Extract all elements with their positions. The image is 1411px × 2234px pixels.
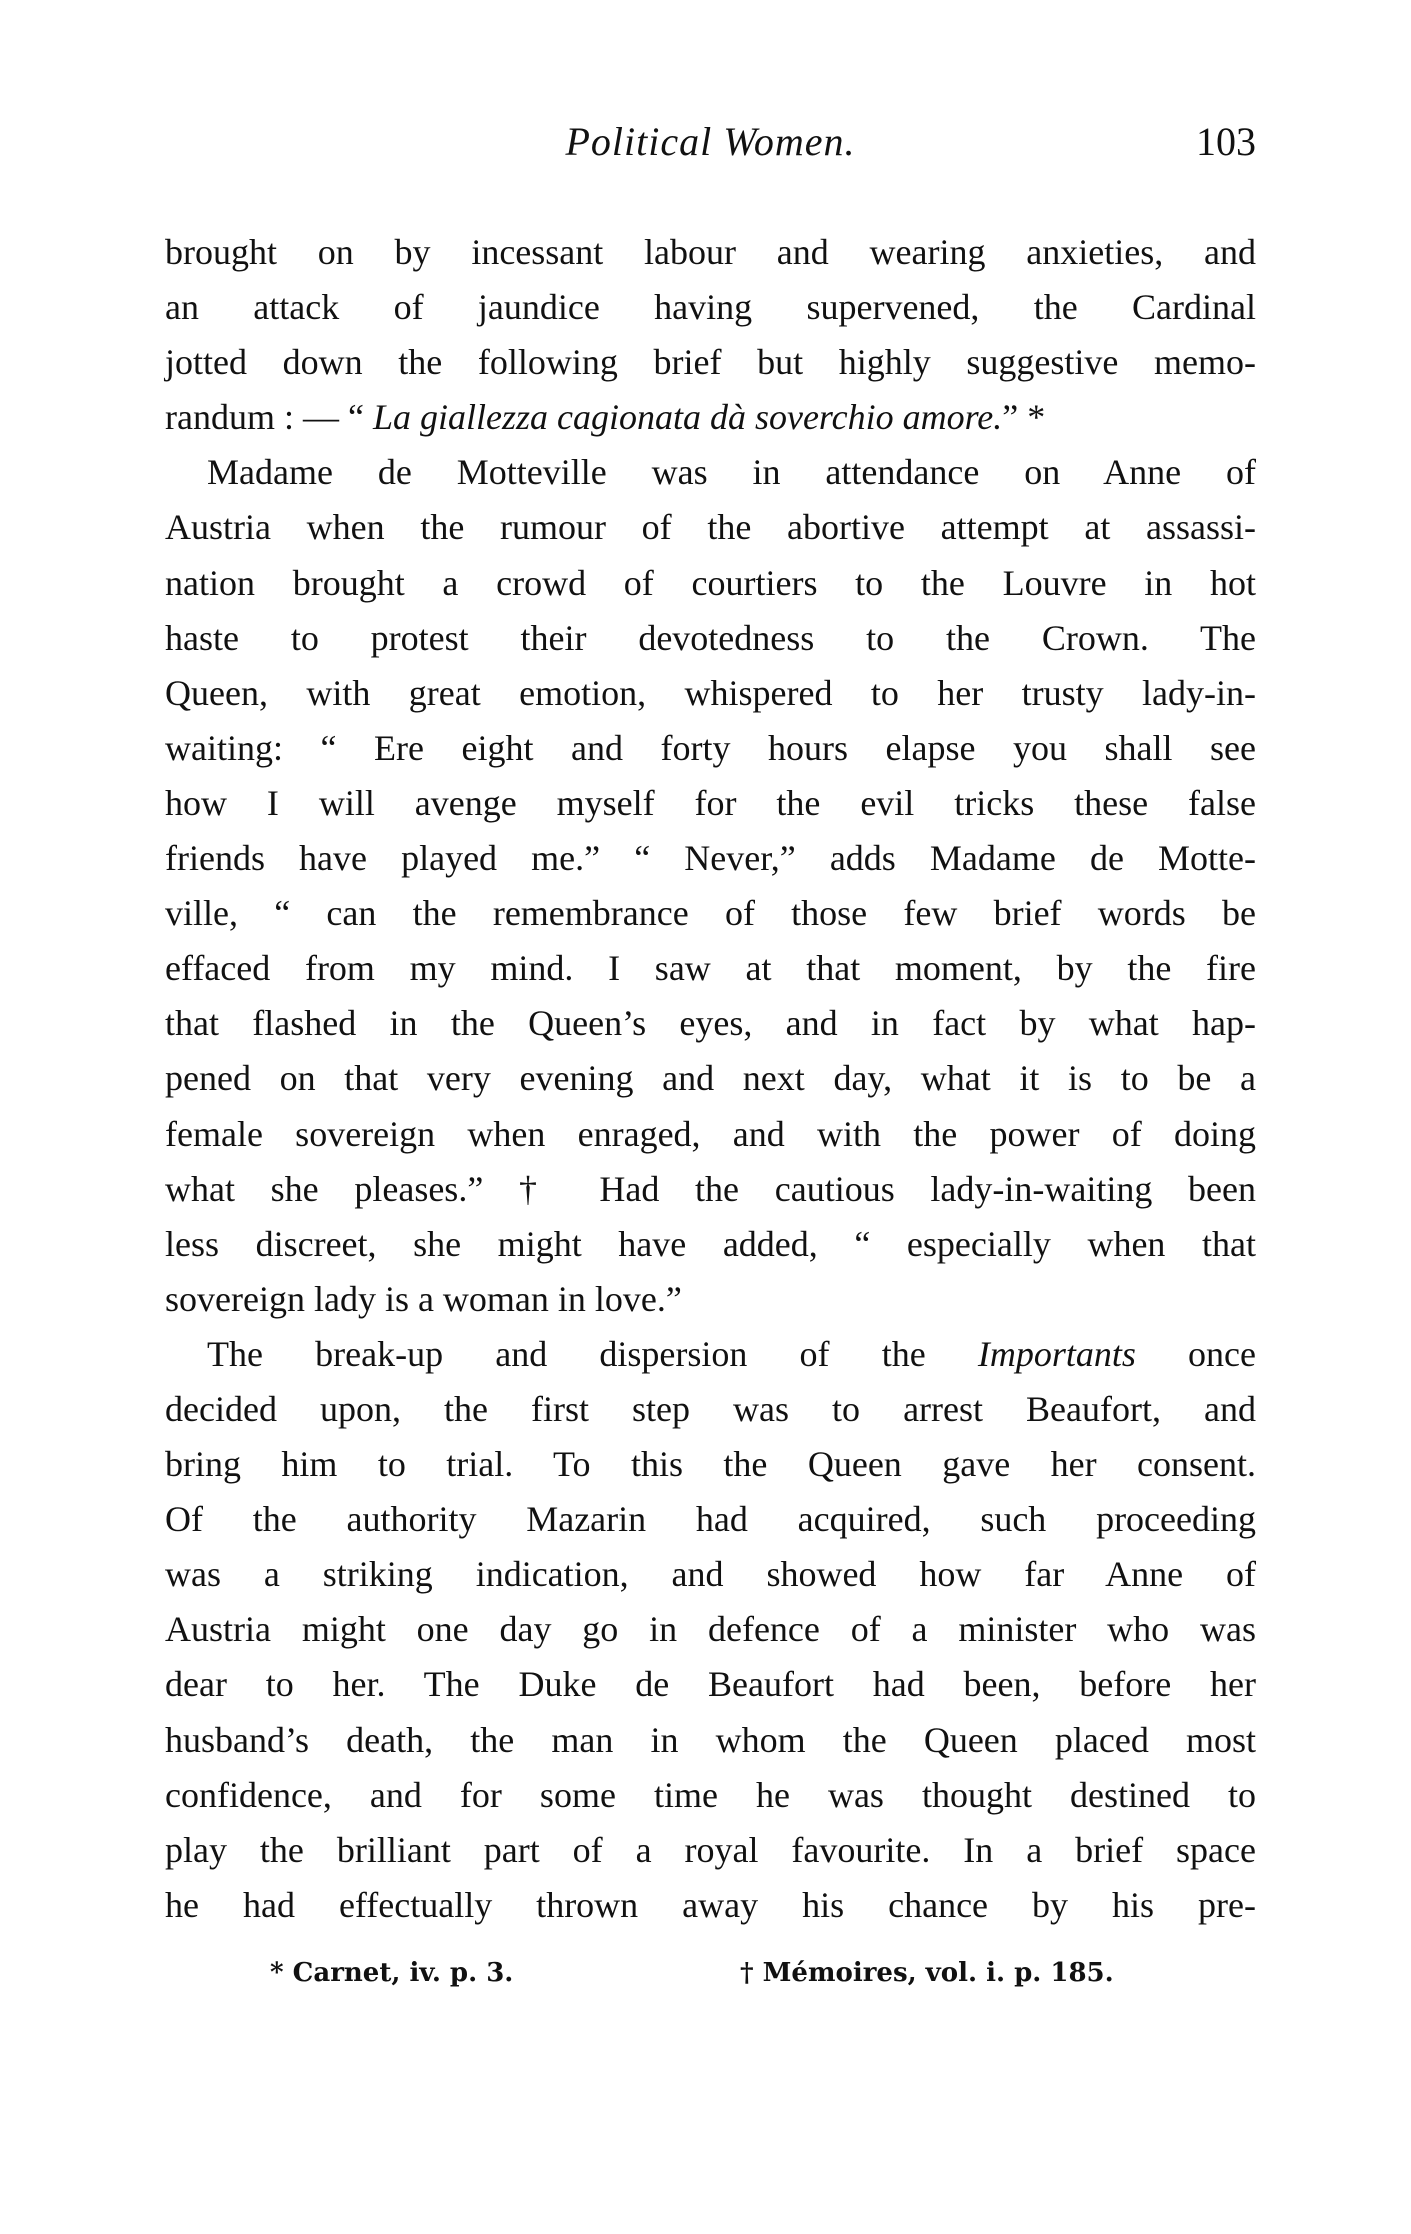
text-line: nation brought a crowd of courtiers to the Louvre in hot [165,562,1256,603]
text-line: confidence, and for some time he was thought destined to [165,1774,1256,1815]
footnote-2: † Mémoires, vol. i. p. 185. [740,1958,1114,1988]
text-line: play the brilliant part of a royal favourite. In a brief space [165,1829,1256,1870]
body-text [165,225,1256,1933]
text-line: how I will avenge myself for the evil tricks these false [165,782,1256,823]
text-line: an attack of jaundice having supervened, the Cardinal [165,287,1256,328]
text-line: he had effectually thrown away his chance by his pre- [165,1884,1256,1925]
running-title: Political Women. [565,119,856,164]
text-line: The break-up and dispersion of the Importants once [207,1333,1256,1374]
text-line: husband’s death, the man in whom the Queen placed most [165,1719,1256,1760]
text-line: Austria when the rumour of the abortive attempt at assassi- [165,507,1256,548]
text-line: that flashed in the Queen’s eyes, and in fact by what hap- [165,1003,1256,1044]
text-line: female sovereign when enraged, and with the power of doing [165,1113,1256,1154]
page-number: 103 [1196,119,1256,164]
text-line: decided upon, the first step was to arrest Beaufort, and [165,1388,1256,1429]
text-line: waiting: “ Ere eight and forty hours elapse you shall see [165,727,1256,768]
text-line: ville, “ can the remembrance of those few brief words be [165,893,1256,934]
text-line: haste to protest their devotedness to the Crown. The [165,617,1256,658]
text-line: what she pleases.” † Had the cautious lady-in-waiting been [165,1168,1256,1209]
text-line: Austria might one day go in defence of a minister who was [165,1609,1256,1650]
text-line: was a striking indication, and showed how far Anne of [165,1554,1256,1595]
text-line: Madame de Motteville was in attendance on Anne of [207,452,1256,493]
text-line: Of the authority Mazarin had acquired, such proceeding [165,1499,1256,1540]
text-line: sovereign lady is a woman in love.” [165,1278,682,1319]
text-line: randum : — “ La giallezza cagionata dà soverchio amore.” * [165,397,1046,438]
text-line: effaced from my mind. I saw at that moment, by the fire [165,948,1256,989]
text-line: bring him to trial. To this the Queen gave her consent. [165,1444,1256,1485]
page-header [165,118,1256,178]
text-line: Queen, with great emotion, whispered to her trusty lady-in- [165,672,1256,713]
footnote-1: * Carnet, iv. p. 3. [270,1958,514,1988]
text-line: jotted down the following brief but highly suggestive memo- [165,342,1256,383]
text-line: friends have played me.” “ Never,” adds Madame de Motte- [165,838,1256,879]
text-line: brought on by incessant labour and wearing anxieties, and [165,232,1256,272]
text-line: less discreet, she might have added, “ especially when that [165,1223,1256,1264]
text-line: dear to her. The Duke de Beaufort had been, before her [165,1664,1256,1705]
text-line: pened on that very evening and next day, what it is to be a [165,1058,1256,1099]
